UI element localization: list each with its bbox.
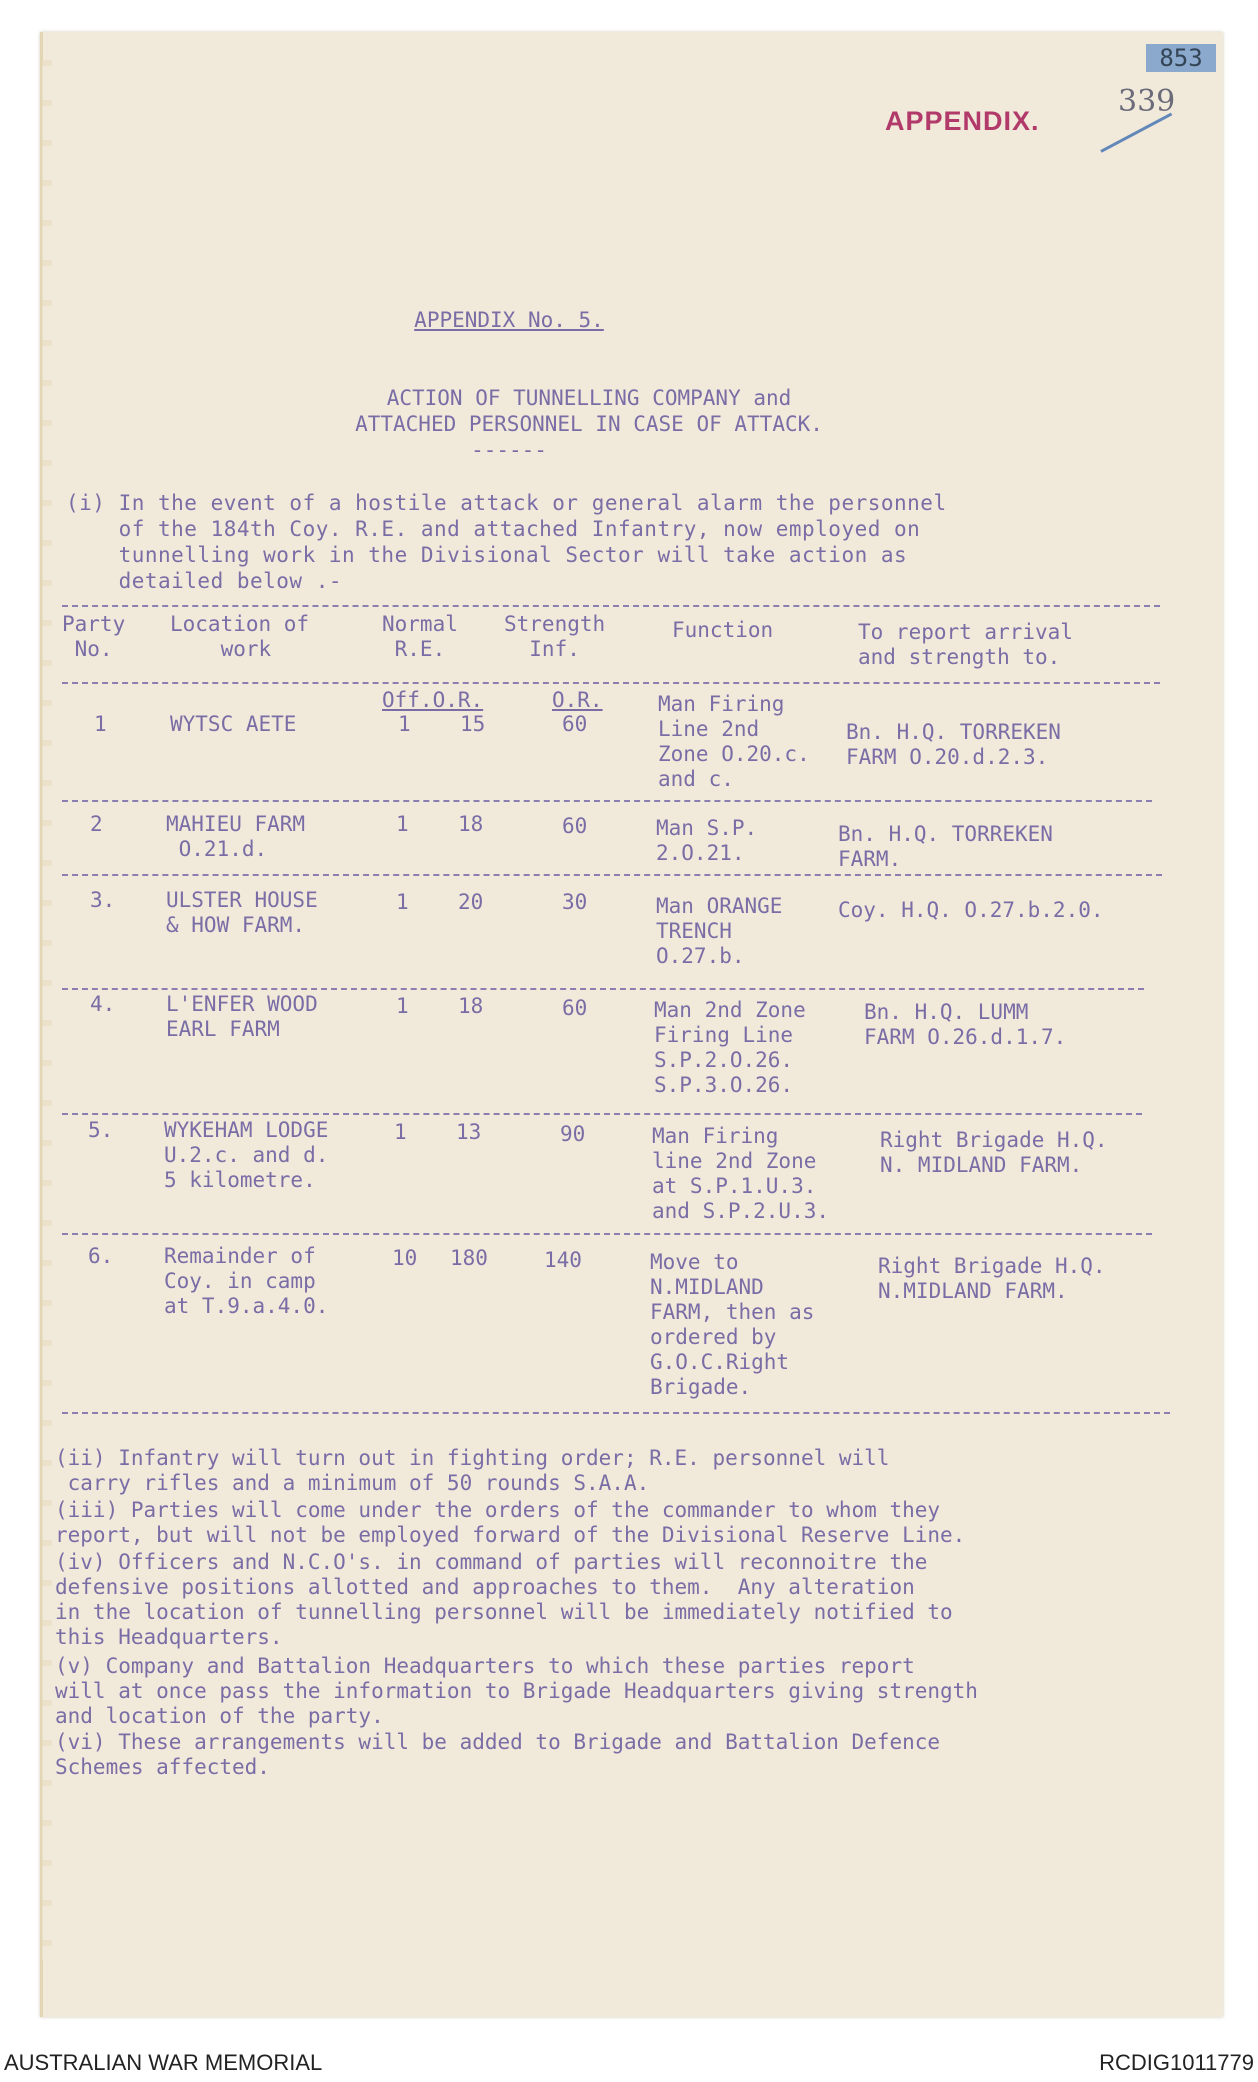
cell-party: 4. [90, 992, 116, 1016]
archive-institution: AUSTRALIAN WAR MEMORIAL [4, 2050, 323, 2075]
cell-function: Man ORANGE TRENCH O.27.b. [656, 894, 783, 968]
cell-function: Move to N.MIDLAND FARM, then as ordered by G.O.C.Right Brigade. [650, 1250, 815, 1399]
paragraph-iii: (iii) Parties will come under the orders of the commander to whom they report, but will not be employed forward of the Divisional Reserve Line. [55, 1498, 966, 1547]
cell-or-re: 18 [458, 994, 484, 1018]
appendix-stamp: APPENDIX. [885, 106, 1040, 136]
paragraph-v: (v) Company and Battalion Headquarters to which these parties report will at once pass the information to Brigade Headquarters giving strength and location of the party. [55, 1654, 978, 1728]
cell-party: 3. [90, 888, 116, 912]
paragraph-iv: (iv) Officers and N.C.O's. in command of parties will reconnoitre the defensive positions allotted and approaches to them. Any alteration in the location of tunnelling personnel will be immediately notified to this Headquarters. [55, 1550, 953, 1649]
subheader-or: O.R. [552, 688, 603, 712]
header-normal-re: Normal R.E. [382, 612, 458, 661]
table-rule [62, 605, 1160, 607]
table-rule [62, 1233, 1152, 1235]
subtitle-rule: ------ [471, 438, 547, 462]
folio-box-stamp: 853 [1146, 44, 1216, 72]
archive-reference: RCDIG1011779 [1099, 2050, 1254, 2075]
cell-inf: 90 [560, 1122, 586, 1146]
table-rule [62, 800, 1152, 802]
subtitle-line-2: ATTACHED PERSONNEL IN CASE OF ATTACK. [355, 412, 823, 436]
table-rule [62, 874, 1162, 876]
cell-party: 5. [88, 1118, 114, 1142]
cell-location: ULSTER HOUSE & HOW FARM. [166, 888, 318, 937]
cell-party: 2 [90, 812, 103, 836]
table-rule [62, 682, 1160, 684]
cell-off: 1 [396, 812, 409, 836]
folio-number: 339 [1118, 84, 1176, 119]
cell-off: 1 [396, 890, 409, 914]
header-function: Function [672, 618, 774, 642]
document-title: APPENDIX No. 5. [414, 308, 604, 332]
cell-location: WYTSC AETE [170, 712, 297, 736]
table-rule [62, 988, 1144, 990]
cell-inf: 30 [562, 890, 588, 914]
cell-or-re: 20 [458, 890, 484, 914]
cell-location: Remainder of Coy. in camp at T.9.a.4.0. [164, 1244, 329, 1318]
header-location: Location of work [170, 612, 310, 661]
torn-left-edge [42, 60, 52, 1960]
cell-location: WYKEHAM LODGE U.2.c. and d. 5 kilometre. [164, 1118, 329, 1192]
cell-report: Coy. H.Q. O.27.b.2.0. [838, 898, 1104, 922]
cell-location: L'ENFER WOOD EARL FARM [166, 992, 318, 1041]
cell-off: 1 [396, 994, 409, 1018]
paragraph-vi: (vi) These arrangements will be added to Brigade and Battalion Defence Schemes affected. [55, 1730, 941, 1779]
cell-report: Bn. H.Q. LUMM FARM O.26.d.1.7. [864, 1000, 1067, 1049]
table-rule [62, 1113, 1142, 1115]
cell-report: Right Brigade H.Q. N. MIDLAND FARM. [880, 1128, 1108, 1177]
cell-or-re: 18 [458, 812, 484, 836]
cell-inf: 60 [562, 814, 588, 838]
header-strength-inf: Strength Inf. [504, 612, 606, 661]
cell-report: Bn. H.Q. TORREKEN FARM. [838, 822, 1053, 871]
cell-party: 6. [88, 1244, 114, 1268]
subheader-off-or: Off.O.R. [382, 688, 484, 712]
subtitle-line-1: ACTION OF TUNNELLING COMPANY and [386, 386, 792, 410]
cell-report: Bn. H.Q. TORREKEN FARM O.20.d.2.3. [846, 720, 1061, 769]
cell-report: Right Brigade H.Q. N.MIDLAND FARM. [878, 1254, 1106, 1303]
table-rule [62, 1412, 1170, 1414]
cell-function: Man 2nd Zone Firing Line S.P.2.O.26. S.P.3.O.26. [654, 998, 806, 1097]
cell-or-re: 13 [456, 1120, 482, 1144]
cell-inf: 60 [562, 712, 588, 736]
cell-function: Man S.P. 2.O.21. [656, 816, 758, 865]
cell-off: 10 [392, 1246, 418, 1270]
cell-inf: 140 [544, 1248, 582, 1272]
intro-paragraph: (i) In the event of a hostile attack or general alarm the personnel of the 184th Coy. R.E. and attached Infantry, now employed on tunnelling work in the Divisional Sector will take action as detailed below .- [66, 491, 947, 593]
cell-inf: 60 [562, 996, 588, 1020]
paragraph-ii: (ii) Infantry will turn out in fighting order; R.E. personnel will carry rifles and a minimum of 50 rounds S.A.A. [55, 1446, 890, 1495]
cell-location: MAHIEU FARM O.21.d. [166, 812, 306, 861]
cell-or-re: 15 [460, 712, 486, 736]
cell-function: Man Firing Line 2nd Zone O.20.c. and c. [658, 692, 810, 791]
cell-off: 1 [398, 712, 411, 736]
header-party: Party No. [62, 612, 126, 661]
cell-or-re: 180 [450, 1246, 488, 1270]
cell-off: 1 [394, 1120, 407, 1144]
cell-party: 1 [94, 712, 107, 736]
cell-function: Man Firing line 2nd Zone at S.P.1.U.3. and S.P.2.U.3. [652, 1124, 830, 1223]
header-report: To report arrival and strength to. [858, 620, 1073, 669]
